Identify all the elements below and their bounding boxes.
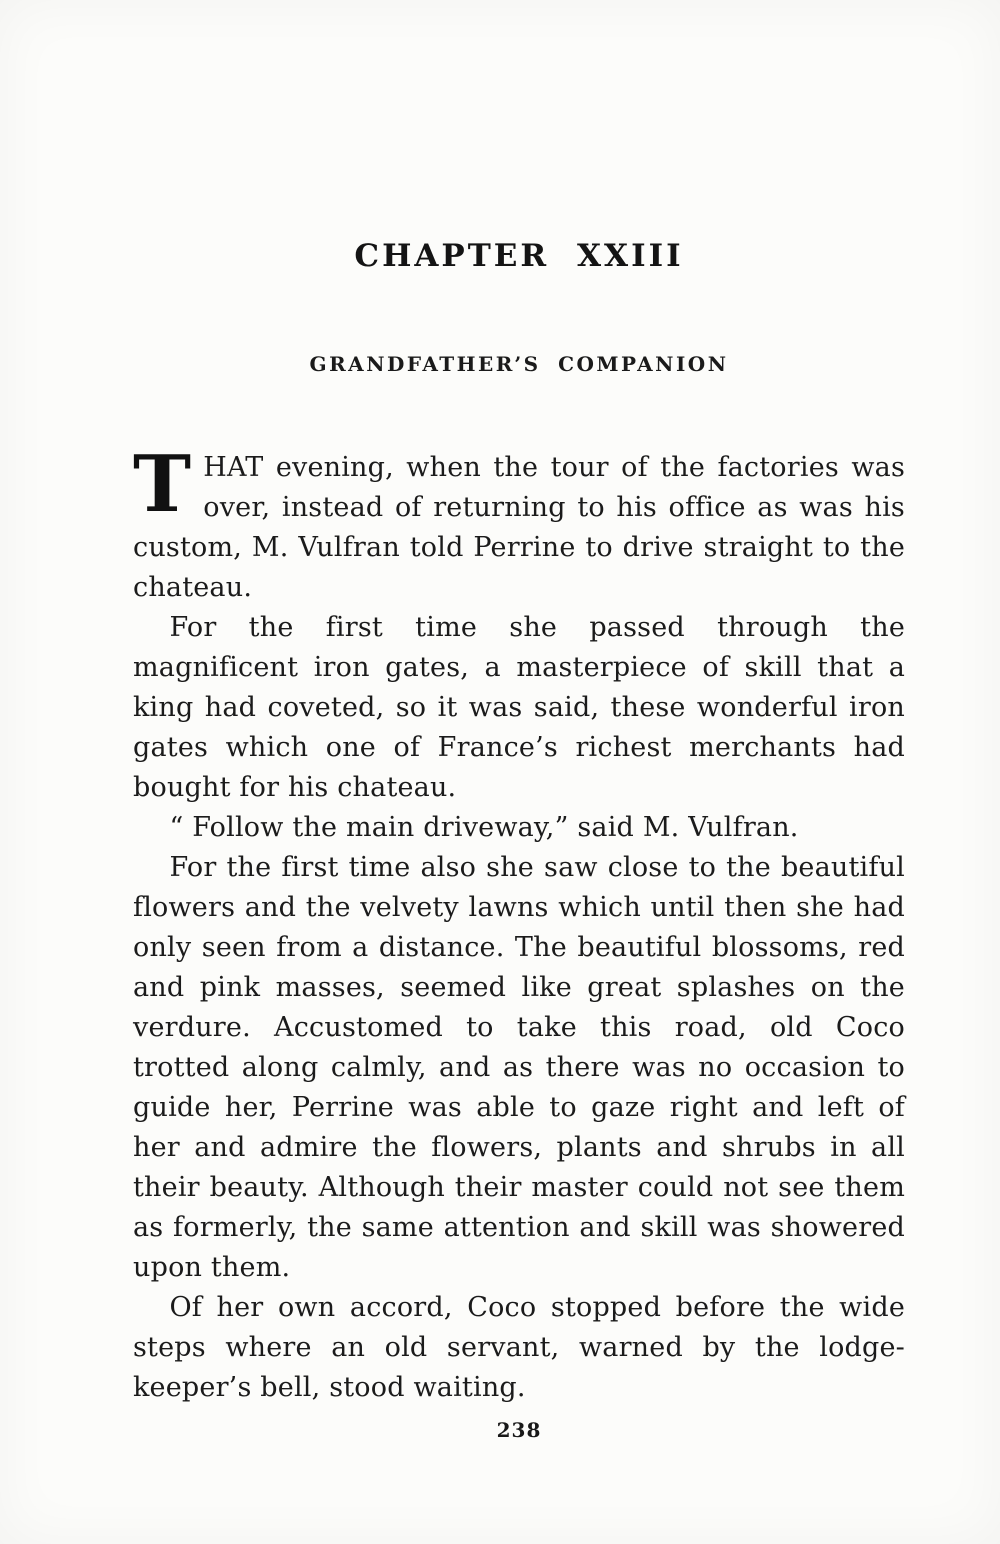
- chapter-title: CHAPTER XXIII: [354, 238, 684, 274]
- section-title: GRANDFATHER’S COMPANION: [309, 352, 729, 376]
- paragraph-1-text: HAT evening, when the tour of the factories was over, instead of returning to his office as was his custom, M. Vulfran told Perrine to drive straight to the chateau.: [133, 452, 905, 603]
- drop-cap: T: [133, 439, 192, 530]
- page-number: 238: [496, 1418, 542, 1442]
- paragraph-4: For the first time also she saw close to the beautiful flowers and the velvety lawns which until then she had only seen from a distance. The beautiful blossoms, red and pink masses, seemed like great splashes on the verdure. Accustomed to take this road, old Coco trotted along calmly, and as there was no occasion to guide her, Perrine was able to gaze right and left of her and admire the flowers, plants and shrubs in all their beauty. Although their master could not see them as formerly, the same attention and skill was showered upon them.: [133, 852, 905, 1283]
- paragraph-1: [133, 439, 905, 608]
- page-content: [133, 238, 905, 1442]
- body-text: [133, 439, 905, 1408]
- paragraph-5: Of her own accord, Coco stopped before the wide steps where an old servant, warned by the lodge-keeper’s bell, stood waiting.: [133, 1292, 905, 1403]
- paragraph-3-quote: “ Follow the main driveway,” said M. Vulfran.: [169, 812, 799, 843]
- paragraph-2: For the first time she passed through the magnificent iron gates, a masterpiece of skill that a king had coveted, so it was said, these wonderful iron gates which one of France’s richest merchants had bought for his chateau.: [133, 612, 905, 803]
